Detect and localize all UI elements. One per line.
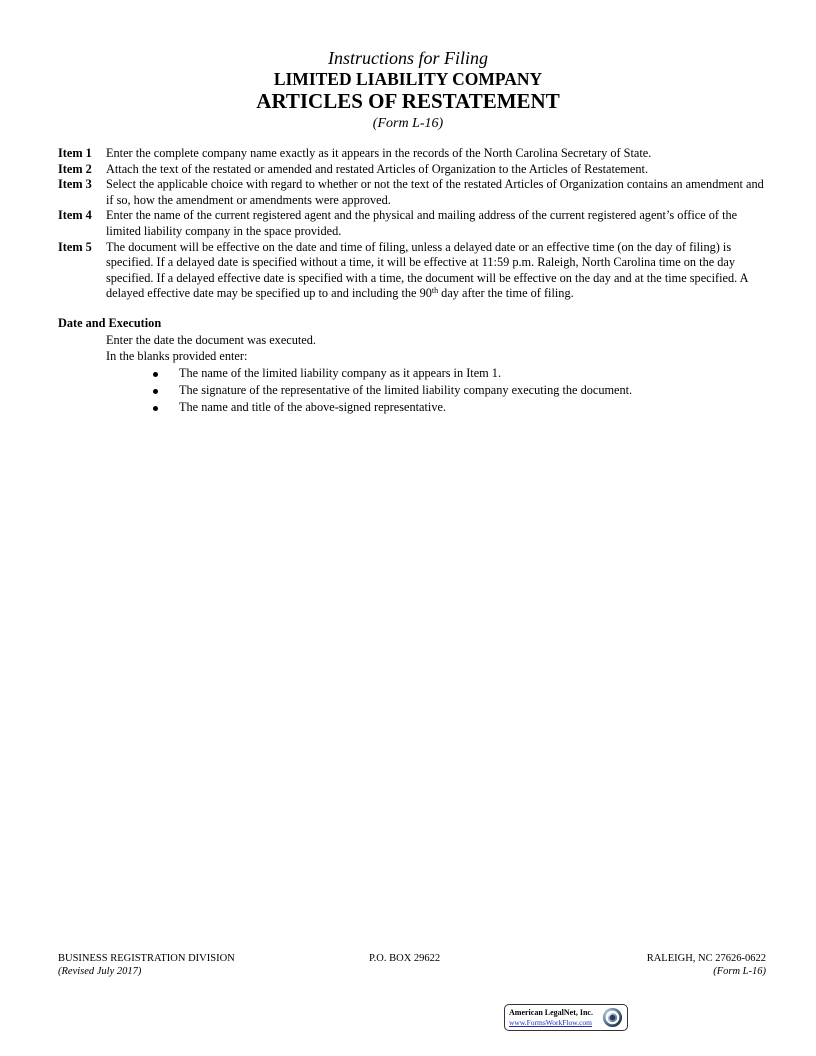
entity-type-heading: LIMITED LIABILITY COMPANY: [273, 69, 543, 89]
logo-url-link[interactable]: www.FormsWorkFlow.com: [509, 1018, 593, 1027]
footer-right: [647, 953, 766, 978]
bullet-icon: [153, 389, 158, 394]
form-id: (Form L-16): [372, 116, 444, 131]
footer-po-box: P.O. BOX 29622: [369, 953, 441, 964]
item-label: Item 3: [58, 177, 92, 192]
footer-left: [58, 953, 235, 978]
footer-division: BUSINESS REGISTRATION DIVISION: [58, 953, 235, 964]
document-subtitle: Instructions for Filing: [327, 48, 488, 68]
instruction-item-2: [58, 162, 770, 178]
bullet-list: [58, 365, 770, 416]
bullet-text: The signature of the representative of the limited liability company executing the document.: [179, 382, 633, 397]
instruction-items: [58, 146, 770, 302]
bullet-item: [58, 399, 770, 416]
date-execution-section: [58, 315, 770, 416]
bullet-text: The name of the limited liability company as it appears in Item 1.: [179, 365, 502, 380]
item-text-part: day after the time of filing.: [438, 286, 574, 301]
footer-form-id: (Form L-16): [713, 965, 766, 977]
footer-revised: (Revised July 2017): [58, 965, 142, 977]
item-text: Select the applicable choice with regard to whether or not the text of the restated Articles of Organization contains an amendment and if so, how the amendment or amendments were approved.: [106, 177, 764, 207]
instruction-item-5: [58, 240, 770, 302]
footer-center: [369, 953, 440, 966]
item-text: Enter the name of the current registered agent and the physical and mailing address of the current registered agent’s office of the limited liability company in the space provided.: [106, 208, 738, 238]
instruction-line: In the blanks provided enter:: [106, 349, 248, 363]
instruction-item-4: [58, 208, 770, 239]
bullet-text: The name and title of the above-signed representative.: [179, 399, 447, 414]
bullet-item: [58, 382, 770, 399]
item-text: [106, 240, 770, 302]
item-label: Item 5: [58, 239, 92, 254]
footer-city: RALEIGH, NC 27626-0622: [646, 953, 766, 964]
bullet-icon: [153, 406, 158, 411]
instruction-item-3: [58, 177, 770, 208]
logo-company-name: American LegalNet, Inc.: [509, 1008, 593, 1017]
item-text: Enter the complete company name exactly as it appears in the records of the North Carolina Secretary of State.: [106, 146, 652, 160]
item-label: Item 2: [58, 161, 92, 176]
document-title: ARTICLES OF RESTATEMENT: [256, 89, 560, 113]
legalnet-logo[interactable]: [504, 1004, 628, 1031]
instruction-item-1: [58, 146, 770, 162]
item-label: Item 1: [58, 146, 92, 160]
bullet-icon: [153, 372, 158, 377]
item-text: Attach the text of the restated or amended and restated Articles of Organization to the Articles of Restatement.: [106, 161, 649, 176]
ordinal-suffix: th: [431, 286, 439, 296]
item-label: Item 4: [58, 208, 92, 223]
instruction-line: Enter the date the document was executed.: [106, 332, 316, 347]
section-heading: Date and Execution: [58, 316, 162, 330]
bullet-item: [58, 365, 770, 382]
globe-icon: [602, 1007, 623, 1028]
item-text-part: The document will be effective on the date and time of filing, unless a delayed date or an effective time (on the day of filing) is specified. If a delayed date is specified without a time, it will be effective at 11:59 p.m. Raleigh, North Carolina time on the day specified. If a delayed effective date is specified with a time, the document will be effective on the day and at the time specified. A delayed effective date may be specified up to and including the 90: [106, 239, 748, 301]
